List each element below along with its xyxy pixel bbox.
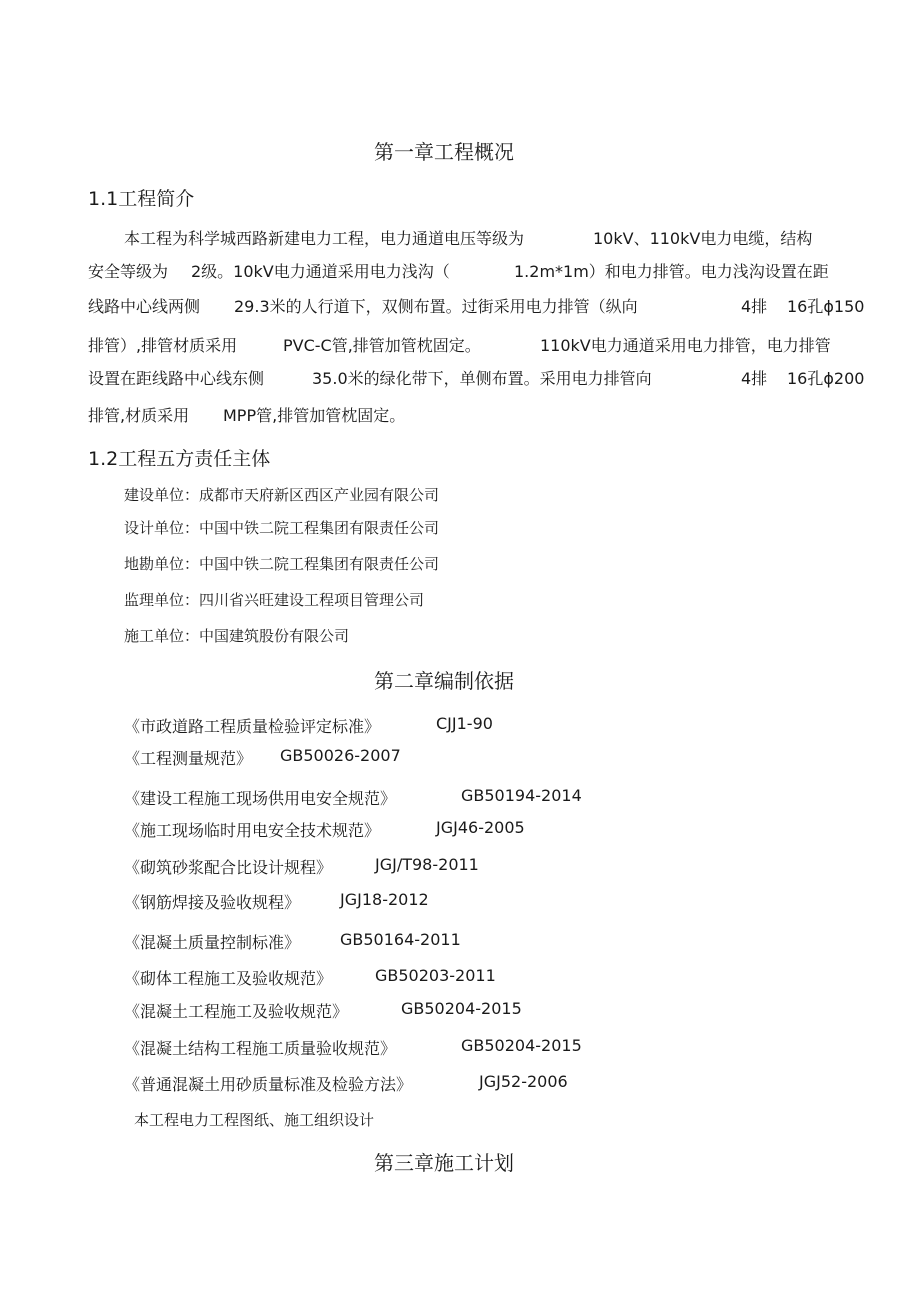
ref-code: GB50194-2014 (461, 786, 582, 805)
para-line-5c: 4排 (741, 369, 768, 388)
para-line-4b: PVC-C管,排管加管枕固定。 (283, 336, 481, 355)
ref-title: 《钢筋焊接及验收规程》 (124, 893, 301, 912)
para-line-2c: 1.2m*1m）和电力排管。电力浅沟设置在距 (514, 262, 829, 281)
para-line-6b: MPP管,排管加管枕固定。 (223, 406, 406, 425)
para-line-1b: 10kV、110kV电力电缆，结构 (593, 229, 813, 248)
section-1-2-title: 1.2工程五方责任主体 (88, 448, 271, 470)
ref-code: JGJ52-2006 (479, 1072, 568, 1091)
chapter-2-title: 第二章编制依据 (374, 669, 514, 693)
party-design: 设计单位：中国中铁二院工程集团有限责任公司 (124, 519, 440, 537)
ref-title: 《施工现场临时用电安全技术规范》 (124, 821, 381, 840)
para-line-3c: 4排 (741, 297, 768, 316)
para-line-4c: 110kV电力通道采用电力排管，电力排管 (540, 336, 831, 355)
basis-note: 本工程电力工程图纸、施工组织设计 (134, 1111, 375, 1129)
ref-code: JGJ46-2005 (436, 818, 525, 837)
para-line-5d: 16孔ϕ200 (787, 369, 865, 388)
ref-title: 《混凝土结构工程施工质量验收规范》 (124, 1039, 397, 1058)
ref-title: 《普通混凝土用砂质量标准及检验方法》 (124, 1075, 413, 1094)
ref-title: 《砌筑砂浆配合比设计规程》 (124, 858, 333, 877)
para-line-5a: 设置在距线路中心线东侧 (88, 369, 265, 388)
party-contractor: 施工单位：中国建筑股份有限公司 (124, 627, 350, 645)
ref-code: GB50164-2011 (340, 930, 461, 949)
ref-code: JGJ/T98-2011 (375, 855, 479, 874)
party-supervision: 监理单位：四川省兴旺建设工程项目管理公司 (124, 591, 425, 609)
chapter-3-title: 第三章施工计划 (374, 1151, 514, 1175)
para-line-2b: 2级。10kV电力通道采用电力浅沟（ (191, 262, 450, 281)
section-1-1-title: 1.1工程简介 (88, 188, 195, 210)
para-line-1a: 本工程为科学城西路新建电力工程，电力通道电压等级为 (124, 229, 525, 248)
para-line-4a: 排管）,排管材质采用 (88, 336, 238, 355)
ref-code: GB50204-2015 (461, 1036, 582, 1055)
party-survey: 地勘单位：中国中铁二院工程集团有限责任公司 (124, 555, 440, 573)
para-line-3b: 29.3米的人行道下，双侧布置。过街采用电力排管（纵向 (234, 297, 638, 316)
ref-title: 《市政道路工程质量检验评定标准》 (124, 717, 381, 736)
para-line-5b: 35.0米的绿化带下，单侧布置。采用电力排管向 (312, 369, 652, 388)
para-line-3d: 16孔ϕ150 (787, 297, 865, 316)
ref-title: 《混凝土质量控制标准》 (124, 933, 301, 952)
ref-title: 《砌体工程施工及验收规范》 (124, 969, 333, 988)
ref-code: CJJ1-90 (436, 714, 493, 733)
ref-title: 《工程测量规范》 (124, 749, 253, 768)
para-line-2a: 安全等级为 (88, 262, 169, 281)
ref-title: 《混凝土工程施工及验收规范》 (124, 1002, 349, 1021)
ref-title: 《建设工程施工现场供用电安全规范》 (124, 789, 397, 808)
para-line-6a: 排管,材质采用 (88, 406, 190, 425)
party-construction: 建设单位：成都市天府新区西区产业园有限公司 (124, 486, 440, 504)
para-line-3a: 线路中心线两侧 (88, 297, 201, 316)
ref-code: GB50204-2015 (401, 999, 522, 1018)
ref-code: GB50203-2011 (375, 966, 496, 985)
ref-code: JGJ18-2012 (340, 890, 429, 909)
ref-code: GB50026-2007 (280, 746, 401, 765)
chapter-1-title: 第一章工程概况 (374, 140, 514, 164)
